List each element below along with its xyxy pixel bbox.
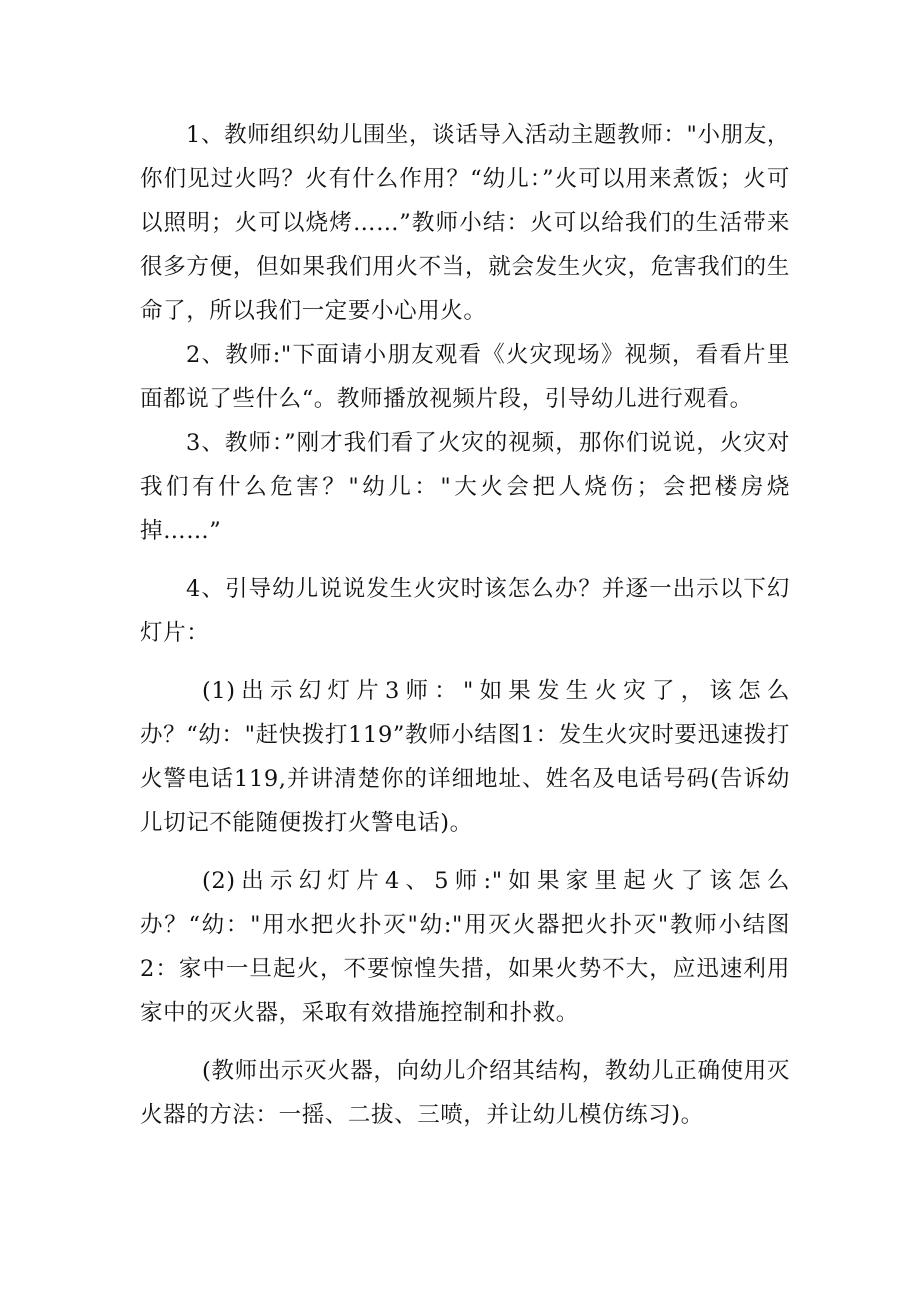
- paragraph-step-3: 3、教师：”刚才我们看了火灾的视频，那你们说说，火灾对我们有什么危害？"幼儿："大火会把人烧伤；会把楼房烧掉……”: [140, 430, 790, 544]
- paragraph-note: (教师出示灭火器，向幼儿介绍其结构，教幼儿正确使用灭火器的方法：一摇、二拔、三喷，并让幼儿模仿练习)。: [140, 1058, 790, 1128]
- paragraph-substep-2: (2)出示幻灯片4、5师:"如果家里起火了该怎么办？“幼："用水把火扑灭"幼:"用灭火器把火扑灭"教师小结图2：家中一旦起火，不要惊惶失措，如果火势不大，应迅速利用家中的灭火器，采取有效措施控制和扑救。: [140, 868, 790, 1026]
- document-body: [140, 113, 790, 1137]
- paragraph-step-1: 1、教师组织幼儿围坐，谈话导入活动主题教师："小朋友，你们见过火吗？火有什么作用？“幼儿：”火可以用来煮饭；火可以照明；火可以烧烤……”教师小结：火可以给我们的生活带来很多方便，但如果我们用火不当，就会发生火灾，危害我们的生命了，所以我们一定要小心用火。: [140, 122, 790, 324]
- paragraph-substep-1: (1)出示幻灯片3师："如果发生火灾了，该怎么办？“幼："赶快拨打119”教师小结图1：发生火灾时要迅速拨打火警电话119,并讲清楚你的详细地址、姓名及电话号码(告诉幼儿切记不能随便拨打火警电话)。: [140, 678, 790, 836]
- paragraph-step-2: 2、教师:"下面请小朋友观看《火灾现场》视频，看看片里面都说了些什么“。教师播放视频片段，引导幼儿进行观看。: [140, 342, 790, 412]
- paragraph-step-4: 4、引导幼儿说说发生火灾时该怎么办？并逐一出示以下幻灯片：: [140, 576, 790, 646]
